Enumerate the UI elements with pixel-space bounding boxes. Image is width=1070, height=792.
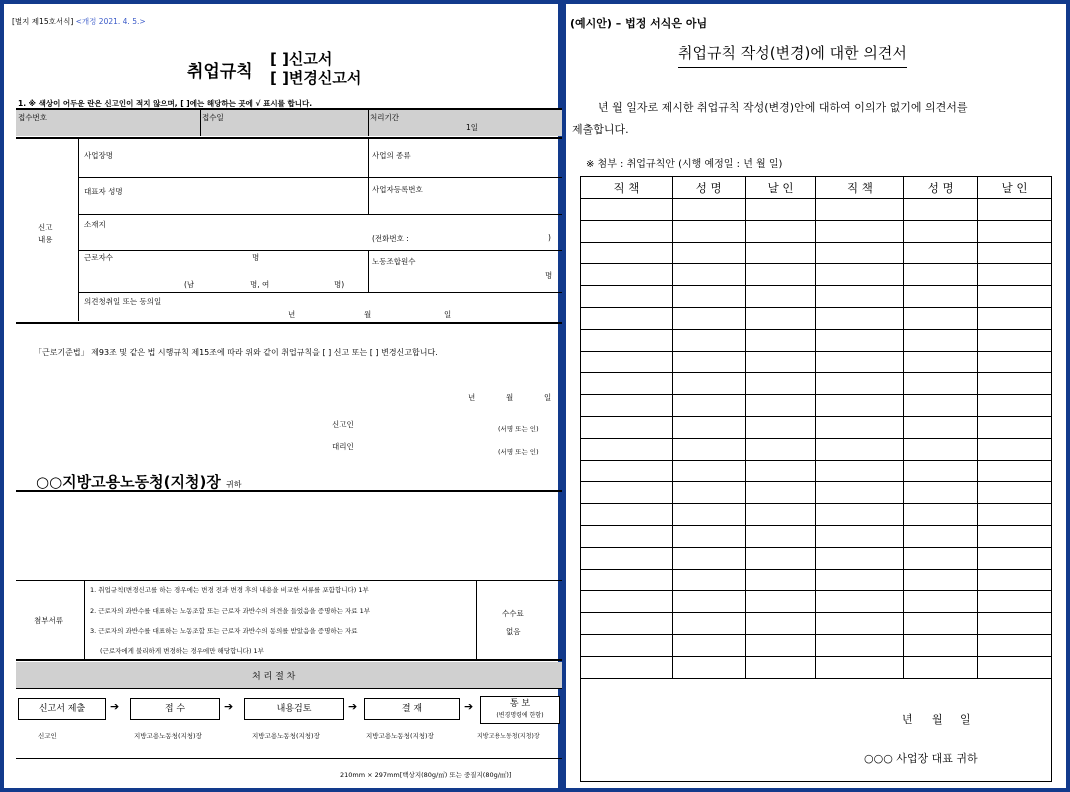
signature-cell[interactable] [745,634,816,656]
signature-cell[interactable] [672,525,745,547]
signature-cell[interactable] [581,656,673,678]
signature-cell[interactable] [904,547,978,569]
signature-cell[interactable] [745,569,816,591]
form-tag: [별지 제15호서식] <개정 2021. 4. 5.> [12,17,146,26]
signature-cell[interactable] [978,199,1052,221]
signature-cell[interactable] [581,613,673,635]
signature-cell[interactable] [581,460,673,482]
signature-cell[interactable] [745,220,816,242]
signature-cell[interactable] [904,395,978,417]
signature-cell[interactable] [816,416,904,438]
signature-cell[interactable] [816,569,904,591]
signature-cell[interactable] [904,307,978,329]
signature-cell[interactable] [978,438,1052,460]
signature-cell[interactable] [904,242,978,264]
signature-cell[interactable] [816,504,904,526]
example-note: (예시안) – 법정 서식은 아님 [570,17,708,30]
signature-cell[interactable] [904,220,978,242]
signature-cell[interactable] [816,329,904,351]
revision-note: <개정 2021. 4. 5.> [75,17,146,26]
signature-cell[interactable] [978,416,1052,438]
signature-cell[interactable] [581,591,673,613]
attachment-note: ※ 첨부 : 취업규칙안 (시행 예정일 : 년 월 일) [586,159,783,170]
signature-cell[interactable] [904,525,978,547]
column-header: 성 명 [904,177,978,199]
signature-cell[interactable] [581,416,673,438]
processing-period-value: 1일 [466,123,479,132]
column-header: 성 명 [672,177,745,199]
business-reg-label: 사업자등록번호 [372,185,423,194]
report-form-panel: [별지 제15호서식] <개정 2021. 4. 5.> 취업규칙 [ ]신고서 [ ]변경신고서 1. ※ 색상이 어두운 란은 신고인이 적지 않으며, [ ]에는 해당하는 곳에 √ 표시를 합니다. 접수번호 접수일 처리기간 1일 신고 내용 사업장명 사업의 종류 대표자 성명 사업자등록번호 소재지 (전화번호 : ) 근로자수 명 (남 명, 여 명) 노동조합원수 명 의견청취일 또는 동의일 년 월 일 「근로기준법」 제93조 및 같은 법 시행규칙 제15조에 따라 위와 같이 취업규칙을 [ ] 신고 또는 [ ] 변경신고합니다. 년 월 일 신고인 (서명 또는 인) 대리인 (서명 또는 인) ○○지방고용노동청(지청)장 귀하 첨부서류 1. 취업규칙(변경신고를 하는 경우에는 변경 전과 변경 후의 내용을 비교한 서류를 포함합니다) 1부 2. 근로자의 과반수를 대표하는 노동조합 또는 근로자 과반수의 의견을 들었음을 증명하는 자료 1부 3. 근로자의 과반수를 대표하는 노동조합 또는 근로자 과반수의 동의를 받았음을 증명하는 자료 (근로자에게 불리하게 변경하는 경우에만 해당합니다) 1부 수수료 없음 처 리 절 차 신고서 제출 ➔ 접 수 ➔ 내용검토 ➔ 결 재 ➔ 통 보 (변경명령에 한함) 신고인 지방고용노동청(지청)장 지방고용노동청(지청)장 지방고용노동청(지청)장 지방고용노동청(지청)장 210mm × 297mm[백상지(80g/㎡) 또는 중질지(80g/㎡)] [0,0,562,792]
signature-cell[interactable] [672,460,745,482]
signature-cell[interactable] [672,634,745,656]
signature-cell[interactable] [672,220,745,242]
signature-cell[interactable] [904,351,978,373]
table-row [581,351,1052,373]
signature-cell[interactable] [978,264,1052,286]
table-row [581,416,1052,438]
table-row [581,547,1052,569]
step-review-box: 내용검토 [244,698,344,720]
phone-label: (전화번호 : [372,234,409,243]
signature-cell[interactable] [978,307,1052,329]
signature-cell[interactable] [745,373,816,395]
signature-cell[interactable] [904,286,978,308]
signature-cell[interactable] [978,460,1052,482]
table-row [581,525,1052,547]
signature-cell[interactable] [581,286,673,308]
reporter-label: 신고인 [332,420,354,429]
address-label: 소재지 [84,220,106,229]
business-type-label: 사업의 종류 [372,151,411,160]
signature-cell[interactable] [816,242,904,264]
signature-cell[interactable] [745,613,816,635]
signature-cell[interactable] [581,569,673,591]
signature-cell[interactable] [745,351,816,373]
table-row [581,504,1052,526]
signature-cell[interactable] [672,504,745,526]
signature-cell[interactable] [745,286,816,308]
opinion-title: 취업규칙 작성(변경)에 대한 의견서 [678,42,907,68]
signature-cell[interactable] [672,286,745,308]
workplace-name-label: 사업장명 [84,151,113,160]
table-row [581,460,1052,482]
signature-cell[interactable] [672,242,745,264]
signature-cell[interactable] [672,591,745,613]
table-row [581,242,1052,264]
signature-cell[interactable] [745,460,816,482]
table-row [581,199,1052,221]
procedure-header: 처 리 절 차 [252,672,296,682]
signature-cell[interactable] [745,307,816,329]
signature-cell[interactable] [745,264,816,286]
signature-cell[interactable] [581,264,673,286]
agent-label: 대리인 [332,442,354,451]
signature-cell[interactable] [816,634,904,656]
signature-cell[interactable] [904,591,978,613]
attachment-item-3: 3. 근로자의 과반수를 대표하는 노동조합 또는 근로자 과반수의 동의를 받았음을 증명하는 자료 [90,627,358,635]
signature-cell[interactable] [745,416,816,438]
signature-cell[interactable] [816,656,904,678]
opinion-signature-table [580,176,1052,679]
signature-cell[interactable] [672,264,745,286]
signature-cell[interactable] [581,329,673,351]
signature-cell[interactable] [978,547,1052,569]
signature-cell[interactable] [745,329,816,351]
attachment-item-1: 1. 취업규칙(변경신고를 하는 경우에는 변경 전과 변경 후의 내용을 비교한 서류를 포함합니다) 1부 [90,586,369,594]
signature-cell[interactable] [816,307,904,329]
signature-cell[interactable] [745,547,816,569]
step-submit-box: 신고서 제출 [18,698,106,720]
signature-cell[interactable] [672,416,745,438]
signature-cell[interactable] [745,438,816,460]
signature-cell[interactable] [904,264,978,286]
table-row [581,286,1052,308]
attachments-label: 첨부서류 [34,616,63,625]
column-header: 날 인 [978,177,1052,199]
receipt-date-label: 접수일 [202,113,224,122]
signature-cell[interactable] [581,242,673,264]
signature-cell[interactable] [904,482,978,504]
recipient-office: ○○지방고용노동청(지청)장 귀하 [36,473,242,491]
signature-cell[interactable] [904,329,978,351]
signature-cell[interactable] [978,569,1052,591]
signature-cell[interactable] [816,460,904,482]
table-row [581,634,1052,656]
table-row [581,220,1052,242]
signature-cell[interactable] [904,460,978,482]
instruction-text: 1. ※ 색상이 어두운 란은 신고인이 적지 않으며, [ ]에는 해당하는 곳에 √ 표시를 합니다. [18,99,313,108]
step-approval-box: 결 재 [364,698,460,720]
signature-cell[interactable] [581,504,673,526]
form-title: 취업규칙 [187,62,253,82]
signature-cell[interactable] [816,591,904,613]
signature-cell[interactable] [816,438,904,460]
signature-cell[interactable] [745,591,816,613]
signature-cell[interactable] [816,199,904,221]
signature-cell[interactable] [816,525,904,547]
table-row [581,329,1052,351]
signature-cell[interactable] [672,613,745,635]
signature-cell[interactable] [816,395,904,417]
signature-cell[interactable] [581,373,673,395]
signature-cell[interactable] [978,634,1052,656]
section-label: 신고 내용 [38,223,53,244]
representative-label: 대표자 성명 [84,187,123,196]
arrow-right-icon: ➔ [110,700,120,713]
opinion-form-panel: (예시안) – 법정 서식은 아님 취업규칙 작성(변경)에 대한 의견서 년 월 일자로 제시한 취업규칙 작성(변경)안에 대하여 이의가 없기에 의견서를 제출합니다. ※ 첨부 : 취업규칙안 (시행 예정일 : 년 월 일) 직 책 성 명 날 인 직 책 성 명 날 인 년 월 일 ○○○ 사업장 대표 귀하 [562,0,1070,792]
step-notify-box: 통 보 (변경명령에 한함) [480,696,560,724]
signature-cell[interactable] [978,525,1052,547]
table-row [581,307,1052,329]
signature-cell[interactable] [816,351,904,373]
report-option-checkbox[interactable]: [ ]신고서 [270,50,333,68]
table-row [581,591,1052,613]
table-row [581,373,1052,395]
signature-cell[interactable] [581,482,673,504]
opinion-body-line2: 제출합니다. [572,123,629,136]
signature-cell[interactable] [581,395,673,417]
signature-cell[interactable] [672,329,745,351]
processing-period-label: 처리기간 [370,113,399,122]
fee-value: 없음 [506,627,521,636]
signature-cell[interactable] [581,525,673,547]
signature-cell[interactable] [904,504,978,526]
signature-cell[interactable] [978,329,1052,351]
signature-cell[interactable] [672,482,745,504]
signature-cell[interactable] [672,307,745,329]
signature-footer-box [580,678,1052,782]
signature-cell[interactable] [672,199,745,221]
signature-cell[interactable] [816,547,904,569]
signature-cell[interactable] [581,351,673,373]
step-receipt-box: 접 수 [130,698,220,720]
signature-cell[interactable] [978,395,1052,417]
column-header: 직 책 [581,177,673,199]
signature-cell[interactable] [904,438,978,460]
fee-label: 수수료 [502,609,524,618]
signature-cell[interactable] [745,504,816,526]
attachment-item-4: (근로자에게 불리하게 변경하는 경우에만 해당합니다) 1부 [100,647,264,655]
signature-cell[interactable] [672,395,745,417]
opinion-body-line1: 년 월 일자로 제시한 취업규칙 작성(변경)안에 대하여 이의가 없기에 의견서를 [598,101,968,114]
table-row [581,613,1052,635]
signature-cell[interactable] [904,569,978,591]
signature-cell[interactable] [672,547,745,569]
signature-cell[interactable] [978,373,1052,395]
signature-cell[interactable] [978,591,1052,613]
signature-cell[interactable] [816,286,904,308]
signature-cell[interactable] [978,613,1052,635]
workers-label: 근로자수 [84,253,113,262]
signature-cell[interactable] [745,395,816,417]
table-row [581,482,1052,504]
reporter-signature[interactable]: (서명 또는 인) [498,425,539,433]
table-row [581,569,1052,591]
signature-cell[interactable] [816,220,904,242]
declaration-text: 「근로기준법」 제93조 및 같은 법 시행규칙 제15조에 따라 위와 같이 취업규칙을 [ ] 신고 또는 [ ] 변경신고합니다. [34,348,438,357]
signature-cell[interactable] [672,373,745,395]
signature-cell[interactable] [978,220,1052,242]
signature-cell[interactable] [581,307,673,329]
union-label: 노동조합원수 [372,257,416,266]
signature-cell[interactable] [581,634,673,656]
table-row [581,438,1052,460]
arrow-right-icon: ➔ [464,700,474,713]
arrow-right-icon: ➔ [224,700,234,713]
signature-cell[interactable] [581,199,673,221]
signature-cell[interactable] [672,656,745,678]
signature-cell[interactable] [745,482,816,504]
change-report-option-checkbox[interactable]: [ ]변경신고서 [270,69,362,87]
signature-cell[interactable] [904,656,978,678]
arrow-right-icon: ➔ [348,700,358,713]
opinion-date-label: 의견청취일 또는 동의일 [84,297,162,306]
signature-cell[interactable] [816,613,904,635]
signature-cell[interactable] [745,199,816,221]
addressee: ○○○ 사업장 대표 귀하 [864,752,978,765]
signature-cell[interactable] [581,438,673,460]
signature-cell[interactable] [978,482,1052,504]
signature-cell[interactable] [672,569,745,591]
table-row [581,395,1052,417]
signature-cell[interactable] [978,504,1052,526]
signature-cell[interactable] [904,373,978,395]
signature-cell[interactable] [581,547,673,569]
signature-cell[interactable] [978,286,1052,308]
paper-spec-footer: 210mm × 297mm[백상지(80g/㎡) 또는 중질지(80g/㎡)] [340,771,512,779]
column-header: 날 인 [745,177,816,199]
signature-cell[interactable] [672,351,745,373]
signature-cell[interactable] [745,656,816,678]
table-row [581,264,1052,286]
signature-cell[interactable] [745,525,816,547]
signature-cell[interactable] [816,264,904,286]
signature-cell[interactable] [904,416,978,438]
column-header: 직 책 [816,177,904,199]
signature-cell[interactable] [816,373,904,395]
signature-cell[interactable] [904,199,978,221]
signature-cell[interactable] [904,634,978,656]
agent-signature[interactable]: (서명 또는 인) [498,448,539,456]
signature-cell[interactable] [978,656,1052,678]
signature-cell[interactable] [672,438,745,460]
signature-cell[interactable] [904,613,978,635]
signature-cell[interactable] [816,482,904,504]
signature-cell[interactable] [978,351,1052,373]
receipt-number-label: 접수번호 [18,113,47,122]
signature-cell[interactable] [745,242,816,264]
attachment-item-2: 2. 근로자의 과반수를 대표하는 노동조합 또는 근로자 과반수의 의견을 들었음을 증명하는 자료 1부 [90,607,371,615]
signature-cell[interactable] [978,242,1052,264]
signature-cell[interactable] [581,220,673,242]
table-row [581,656,1052,678]
table-header-row [581,177,1052,199]
